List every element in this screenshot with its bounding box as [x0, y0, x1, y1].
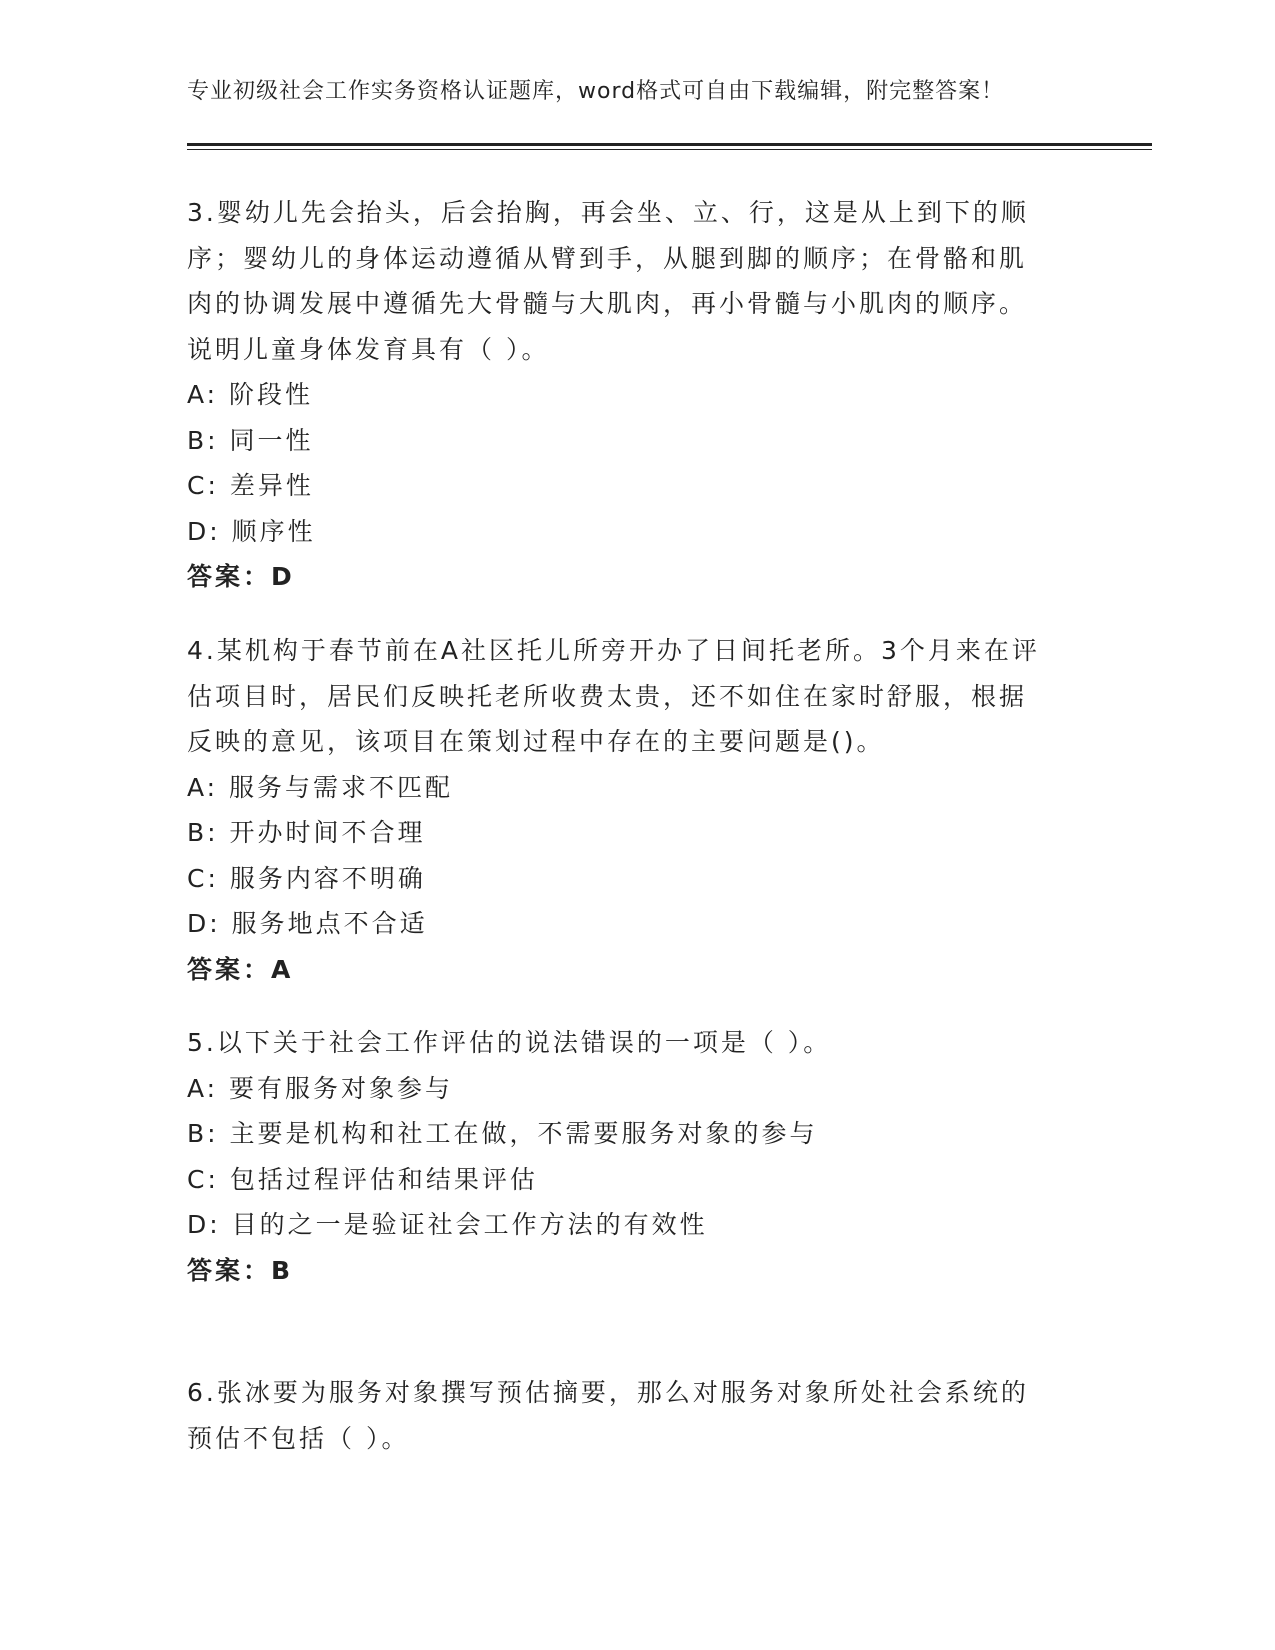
option-a: A: 服务与需求不匹配 — [187, 772, 454, 802]
question-stem-line: 预估不包括（ ）。 — [187, 1423, 410, 1453]
option-b: B: 开办时间不合理 — [187, 818, 426, 847]
option-d: D: 服务地点不合适 — [187, 909, 428, 938]
question-stem-line: 说明儿童身体发育具有（ ）。 — [187, 334, 550, 364]
question-block — [187, 1020, 1087, 1293]
answer-value: B — [271, 1255, 294, 1285]
question-stem-line: 反映的意见，该项目在策划过程中存在的主要问题是()。 — [187, 727, 885, 756]
option-b: B: 主要是机构和社工在做，不需要服务对象的参与 — [187, 1119, 818, 1148]
answer-label: 答案： — [187, 1255, 272, 1285]
option-d: D: 目的之一是验证社会工作方法的有效性 — [187, 1210, 708, 1239]
question-stem-line: 5.以下关于社会工作评估的说法错误的一项是（ ）。 — [187, 1028, 832, 1057]
question-block — [187, 1370, 1087, 1461]
answer-value: A — [271, 954, 294, 984]
answer-line — [187, 947, 1087, 993]
option-d: D: 顺序性 — [187, 516, 316, 546]
option-b: B: 同一性 — [187, 425, 314, 455]
page-header: 专业初级社会工作实务资格认证题库，word格式可自由下载编辑，附完整答案！ — [187, 79, 1005, 104]
header-divider-thick — [187, 143, 1152, 146]
question-block — [187, 628, 1087, 992]
answer-value: D — [271, 562, 295, 591]
question-stem-line: 序；婴幼儿的身体运动遵循从臂到手，从腿到脚的顺序；在骨骼和肌 — [187, 243, 1028, 273]
question-block — [187, 190, 1087, 600]
option-c: C: 包括过程评估和结果评估 — [187, 1164, 538, 1194]
option-c: C: 服务内容不明确 — [187, 863, 426, 893]
answer-label: 答案： — [187, 954, 272, 984]
question-stem-line: 肉的协调发展中遵循先大骨髓与大肌肉，再小骨髓与小肌肉的顺序。 — [187, 289, 1028, 318]
option-c: C: 差异性 — [187, 471, 314, 500]
option-a: A: 阶段性 — [187, 380, 314, 409]
answer-line — [187, 1248, 1087, 1294]
question-stem-line: 6.张冰要为服务对象撰写预估摘要，那么对服务对象所处社会系统的 — [187, 1378, 1029, 1407]
question-stem-line: 估项目时，居民们反映托老所收费太贵，还不如住在家时舒服，根据 — [187, 681, 1028, 711]
question-stem-line: 3.婴幼儿先会抬头，后会抬胸，再会坐、立、行，这是从上到下的顺 — [187, 198, 1029, 227]
answer-label: 答案： — [187, 562, 272, 591]
question-stem-line: 4.某机构于春节前在A社区托儿所旁开办了日间托老所。3个月来在评 — [187, 636, 1040, 665]
header-divider-thin — [187, 149, 1152, 150]
answer-line — [187, 554, 1087, 600]
option-a: A: 要有服务对象参与 — [187, 1073, 454, 1103]
